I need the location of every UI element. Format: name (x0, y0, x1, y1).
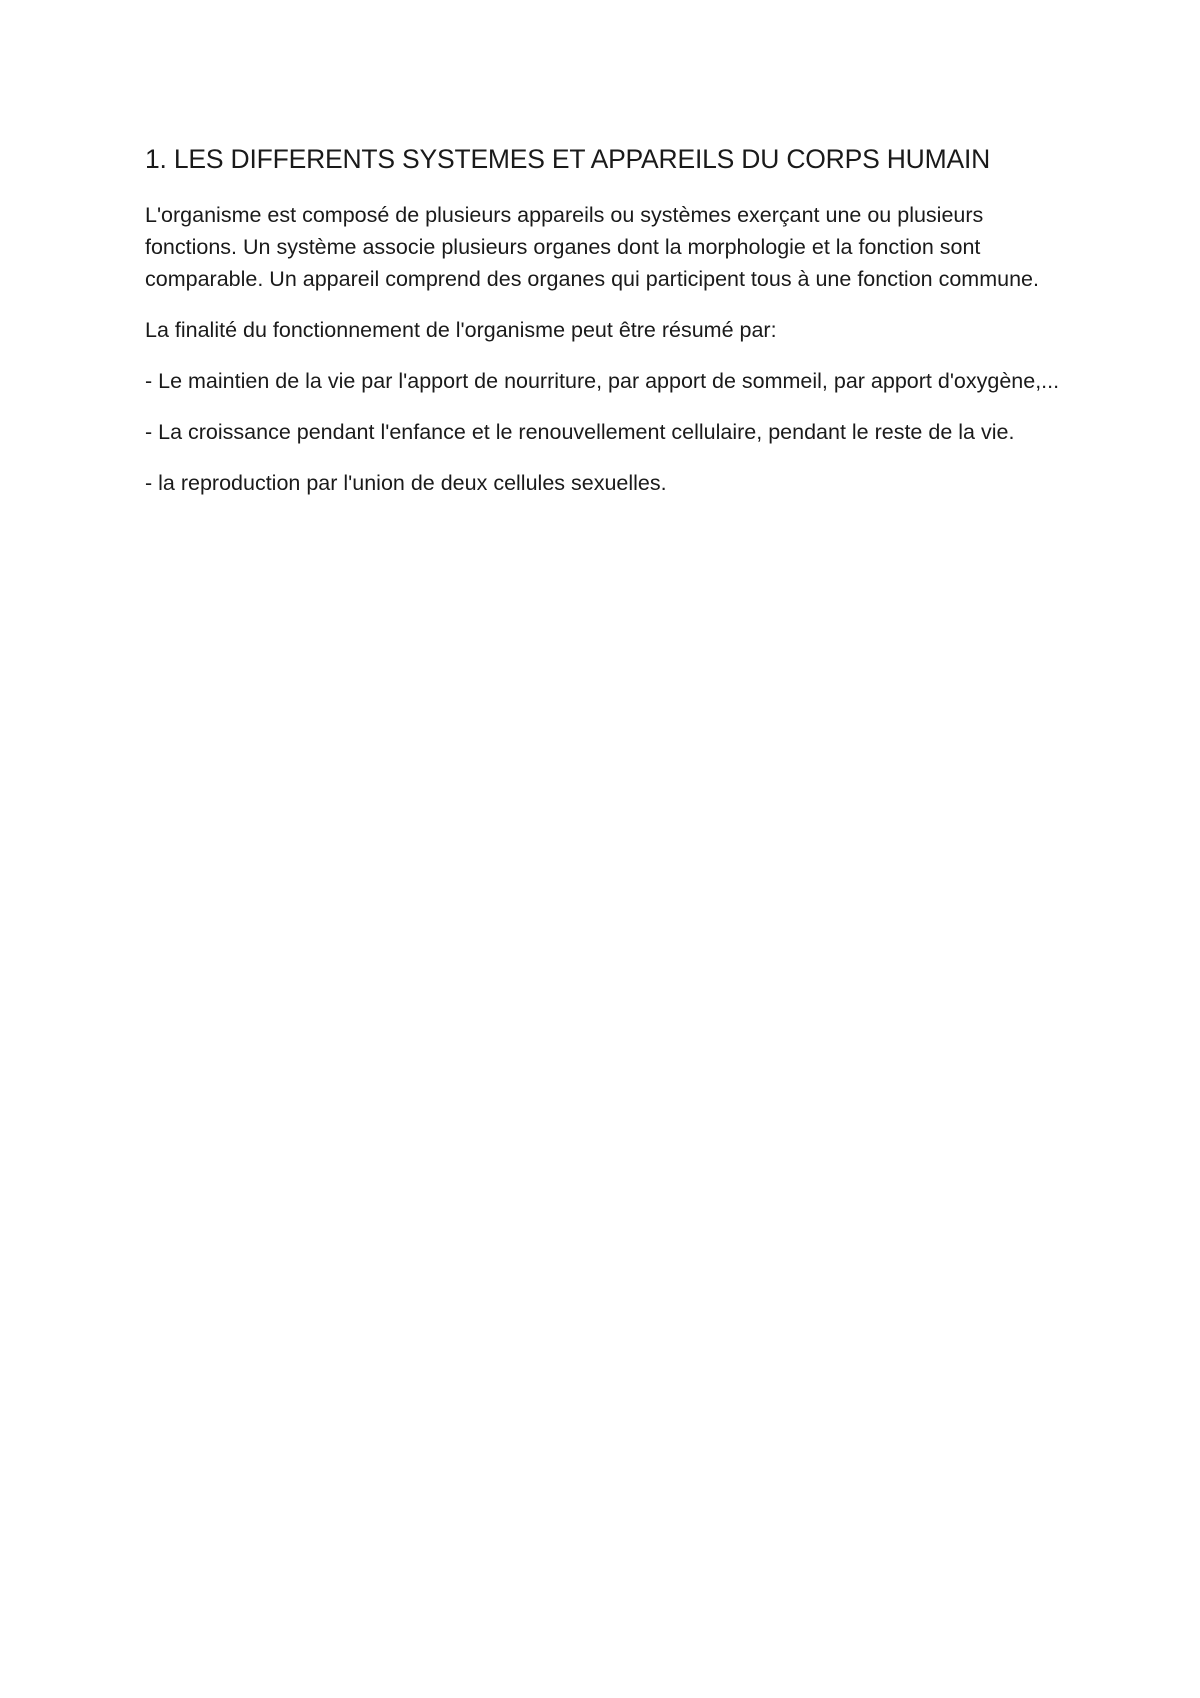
intro-paragraph: L'organisme est composé de plusieurs appareils ou systèmes exerçant une ou plusieurs fonctions. Un système associe plusieurs organes dont la morphologie et la fonction sont comparable. Un appareil comprend des organes qui participent tous à une fonction commune. (145, 203, 1039, 291)
document-body (145, 142, 1080, 518)
summary-paragraph: La finalité du fonctionnement de l'organisme peut être résumé par: (145, 318, 777, 342)
list-item: - la reproduction par l'union de deux cellules sexuelles. (145, 471, 667, 495)
section-heading: 1. LES DIFFERENTS SYSTEMES ET APPAREILS DU CORPS HUMAIN (145, 144, 991, 174)
list-item: - Le maintien de la vie par l'apport de nourriture, par apport de sommeil, par apport d'oxygène,... (145, 369, 1060, 393)
list-item: - La croissance pendant l'enfance et le renouvellement cellulaire, pendant le reste de la vie. (145, 420, 1015, 444)
